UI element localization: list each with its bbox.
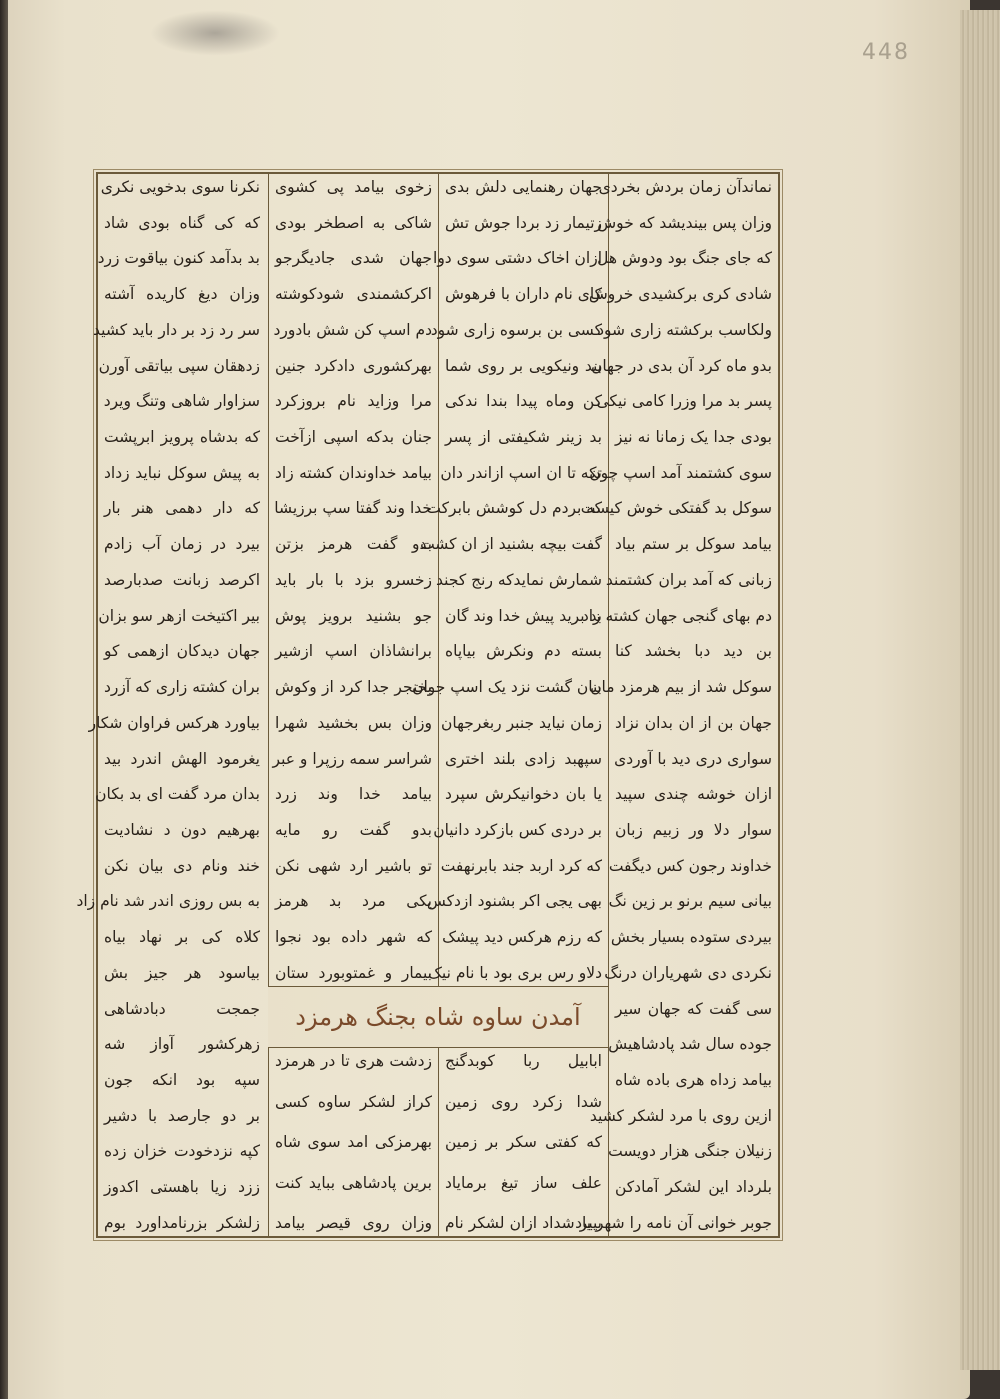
- verse-line: بهرمزکی امد سوی شاه: [275, 1133, 432, 1151]
- verse-line: سوکل بد گفتکی خوش کیست: [580, 499, 772, 518]
- verse-line: که دار دهمی هنر بار: [104, 499, 260, 518]
- verse-line: نکردی دی شهریاران درنگ: [604, 963, 772, 982]
- verse-line: بیاورد هرکس فراوان شکار: [88, 713, 260, 732]
- page-edges: [960, 10, 1000, 1370]
- column-bottom-left: [268, 1048, 438, 1236]
- verse-line: بلرداد این لشکر آمادکن: [615, 1178, 772, 1197]
- verse-line: ازان خوشه چندی سپید: [615, 785, 772, 804]
- verse-line: زخوی بیامد پی کشوی: [275, 178, 432, 196]
- verse-line: زلشکر بزرنامداورد بوم: [104, 1213, 260, 1232]
- verse-line: زمان نیاید جنبر ربغرجهان: [441, 713, 602, 732]
- verse-line: جوده سال شد پادشاهیش: [608, 1035, 772, 1054]
- verse-line: بخنجر جدا کرد از وکوش: [275, 678, 432, 697]
- verse-line: بد زینر شکیفتی از پسر: [445, 428, 602, 447]
- verse-line: برانشاذان اسپ ازشیر: [275, 642, 432, 661]
- verse-line: یا بان دخوانیکرش سپرد: [445, 785, 602, 804]
- verse-line: جهان دیدکان ازهمی کو: [104, 642, 260, 661]
- verse-line: که رزم هرکس دید پیشک: [442, 928, 602, 947]
- verse-line: شمارش نمایدکه رنج کجند: [436, 570, 602, 589]
- verse-line: بیرد در زمان آب زادم: [104, 535, 260, 554]
- verse-line: بدو گفت هرمز بزتن: [275, 535, 432, 554]
- column-mid-left: [268, 174, 438, 986]
- verse-line: جوبر خوانی آن نامه را شهر یاد: [575, 1213, 772, 1232]
- verse-line: جهان بن از ان بدان نزاد: [615, 713, 772, 732]
- verse-line: بیاسود هر جیز بش: [104, 963, 260, 982]
- verse-line: شاکی به اصطخر بودی: [275, 213, 432, 232]
- verse-line: که کفتی سکر بر زمین: [445, 1133, 602, 1151]
- verse-line: بید ونیکویی بر روی شما: [445, 356, 602, 375]
- verse-line: جمجت دبادشاهی: [104, 999, 260, 1018]
- verse-line: کای نام داران با فرهوش: [444, 285, 602, 304]
- verse-line: اکرکشمندی شودکوشته: [275, 285, 432, 304]
- verse-line: که جای جنگ بود ودوش هل: [597, 249, 772, 268]
- verse-line: وزان بس بخشید شهرا: [275, 713, 432, 732]
- verse-line: زبانی که آمد بران کشتمند: [605, 570, 772, 589]
- verse-line: بن دید دبا بخشد کنا: [615, 642, 772, 661]
- verse-line: وزان پس بیندیشد که خوش: [597, 213, 772, 232]
- verse-line: یغرمود الهش اندرد بید: [104, 749, 260, 768]
- verse-line: بد بدآمد کنون بیاقوت زرد: [97, 249, 260, 268]
- verse-line: بد برید پیش خدا وند گان: [445, 606, 602, 625]
- column-bottom-right: [438, 1048, 608, 1236]
- verse-line: که کرد اربد جند بابرنهفت: [440, 856, 602, 875]
- verse-line: برین پادشاهی بباید کنت: [275, 1173, 432, 1192]
- verse-line: بیانی سیم برنو بر زین نگ: [608, 892, 772, 911]
- section-heading: آمدن ساوه شاه بجنگ هرمزد: [295, 1003, 581, 1031]
- verse-line: زنیلان جنگی هزار دویست: [608, 1142, 772, 1161]
- verse-line: گفت بیچه بشنید از ان کشت: [420, 535, 602, 554]
- verse-line: کن وماه پیدا بندا ندکی: [445, 392, 602, 411]
- verse-line: ازین روی با مرد لشکر کشید: [589, 1106, 772, 1125]
- verse-line: زهرکشور آواز شه: [104, 1035, 260, 1054]
- verse-line: علف ساز تیغ برمایاد: [445, 1173, 602, 1192]
- verse-line: سوار دلا ور زبیم زبان: [615, 820, 772, 839]
- verse-line: مرا وزاید نام بروزکرد: [275, 392, 432, 411]
- verse-line: جهان شدی جادیگرجو: [275, 249, 432, 268]
- verse-line: دم اسپ کن شش بادورد: [273, 320, 432, 339]
- verse-line: سی گفت که جهان سیر: [615, 999, 772, 1018]
- verse-line: زدهقان سپی بیاتقی آورن: [98, 356, 260, 375]
- verse-line: که کی گناه بودی شاد: [104, 213, 260, 232]
- verse-line: دم بهای گنجی جهان کشته زاد: [581, 606, 772, 625]
- verse-line: به بس روزی اندر شد نام زاد: [76, 892, 260, 911]
- verse-line: سوکل شد از بیم هرمزد مان: [590, 678, 772, 697]
- verse-line: جنان بدکه اسپی ازآخت: [275, 428, 432, 447]
- verse-line: کراز لشکر ساوه کسی: [275, 1092, 432, 1111]
- verse-line: ازان اخاک دشتی سوی دوا: [433, 249, 602, 268]
- verse-line: دلاو رس بری بود با نام نیک: [428, 963, 602, 982]
- verse-line: کلاه کی بر نهاد بیاه: [104, 928, 260, 947]
- verse-line: بپیر شداد ازان لشکر نام: [445, 1214, 602, 1232]
- verse-line: بدو ماه کرد آن بدی در جهان: [591, 356, 772, 375]
- verse-line: وزان دیغ کاریده آشته: [104, 285, 260, 304]
- verse-line: زخسرو بزد با بار باید: [275, 570, 432, 589]
- verse-line: سوی کشتمند آمد اسپ چون: [589, 463, 772, 482]
- verse-line: کسی بن برسوه زاری شود: [430, 320, 602, 339]
- verse-line: اکرصد زبانت صدبارصد: [104, 570, 260, 589]
- verse-line: زتیمار زد بردا جوش تش: [445, 213, 602, 232]
- verse-line: سپه بود انکه جون: [104, 1070, 260, 1089]
- verse-line: خدا وند گفتا سپ برزیشا: [274, 499, 432, 518]
- verse-line: خداوند رجون کس دیگفت: [608, 856, 772, 875]
- verse-line: کپه نزدخودت خزان زده: [104, 1142, 260, 1161]
- verse-line: جو بشنید برویز پوش: [275, 606, 432, 625]
- column-mid-right: [412, 174, 608, 986]
- verse-line: بسته دم ونکرش بیاپاه: [445, 642, 602, 661]
- verse-line: ابابیل ربا کوبدگنج: [445, 1052, 602, 1070]
- verse-line: تو باشیر ارد شهی نکن: [275, 856, 432, 875]
- water-stain: [150, 10, 280, 56]
- verse-line: بیان گشت نزد یک اسپ جوان: [412, 678, 602, 697]
- verse-line: بیامد سوکل بر ستم بیاد: [615, 535, 772, 554]
- verse-line: بر دردی کس بازکرد دانیان: [433, 820, 602, 839]
- verse-line: که بدشاه پرویز ابرپشت: [104, 428, 260, 447]
- verse-line: شراسر سمه رزپرا و عبر: [272, 749, 432, 768]
- verse-line: سر رد زد بر دار باید کشید: [93, 320, 260, 339]
- verse-line: ولکاسب برکشته زاری شود: [597, 320, 772, 339]
- section-heading-box: [268, 986, 608, 1048]
- verse-line: یکی مرد بد هرمز: [275, 892, 432, 911]
- verse-line: بدان مرد گفت ای بد بکان: [95, 785, 260, 804]
- verse-line: بودی جدا یک زمانا نه نیز: [615, 428, 772, 447]
- verse-line: ززد زیا باهستی اکدوز: [104, 1178, 260, 1197]
- verse-line: بیامد خداوندان کشته زاد: [275, 463, 432, 482]
- verse-line: بهی یجی اکر بشنود ازدکس: [426, 892, 602, 911]
- verse-line: بر دو جارصد با دشیر: [104, 1106, 260, 1125]
- verse-line: بیامد زداه هری باده شاه: [615, 1070, 772, 1089]
- verse-line: بیامد خدا وند زرد: [275, 785, 432, 804]
- text-frame: [76, 172, 780, 1238]
- folio-number: 448: [862, 40, 910, 65]
- column-right: [575, 174, 778, 1236]
- verse-line: بیردی ستوده بسیار بخش: [610, 928, 772, 947]
- verse-line: جهان رهنمایی دلش بدی: [445, 178, 602, 196]
- verse-line: نکرنا سوی بدخویی نکری: [100, 178, 260, 196]
- verse-line: شادی کری برکشیدی خروش: [588, 285, 772, 304]
- verse-line: خند ونام دی بیان نکن: [104, 856, 260, 875]
- verse-line: بهرکشوری دادکرد جنین: [275, 356, 432, 375]
- verse-line: تکه تا ان اسپ ازاندر دان: [440, 463, 602, 482]
- verse-line: بران کشته زاری که آزرد: [104, 678, 260, 697]
- verse-line: بهرهیم دون د نشادیت: [104, 820, 260, 839]
- verse-line: که شهر داده بود نجوا: [275, 928, 432, 947]
- verse-line: زدشت هری تا در هرمزد: [275, 1052, 432, 1070]
- verse-line: وزان روی قیصر بیامد: [275, 1214, 432, 1232]
- verse-line: پسر بد مرا وزرا کامی نیکی: [596, 392, 772, 411]
- verse-line: به پیش سوکل نباید زداد: [104, 463, 260, 482]
- verse-line: سزاوار شاهی وتنگ ویرد: [103, 392, 260, 411]
- verse-line: بیر اکتیخت ازهر سو بزان: [98, 606, 260, 625]
- verse-line: بیمار و غمتوبورد ستان: [275, 963, 432, 982]
- column-left: [76, 174, 266, 1236]
- verse-line: بدو گفت رو مایه: [275, 820, 432, 839]
- verse-line: سواری دری دید با آوردی: [614, 749, 772, 768]
- verse-line: سپهبد زادی بلند اختری: [445, 749, 602, 768]
- verse-line: شدا زکرد روی زمین: [445, 1092, 602, 1111]
- verse-line: نماندآن زمان بردش بخردی: [598, 178, 772, 196]
- verse-line: که بردم دل کوشش بابرکت: [426, 499, 602, 518]
